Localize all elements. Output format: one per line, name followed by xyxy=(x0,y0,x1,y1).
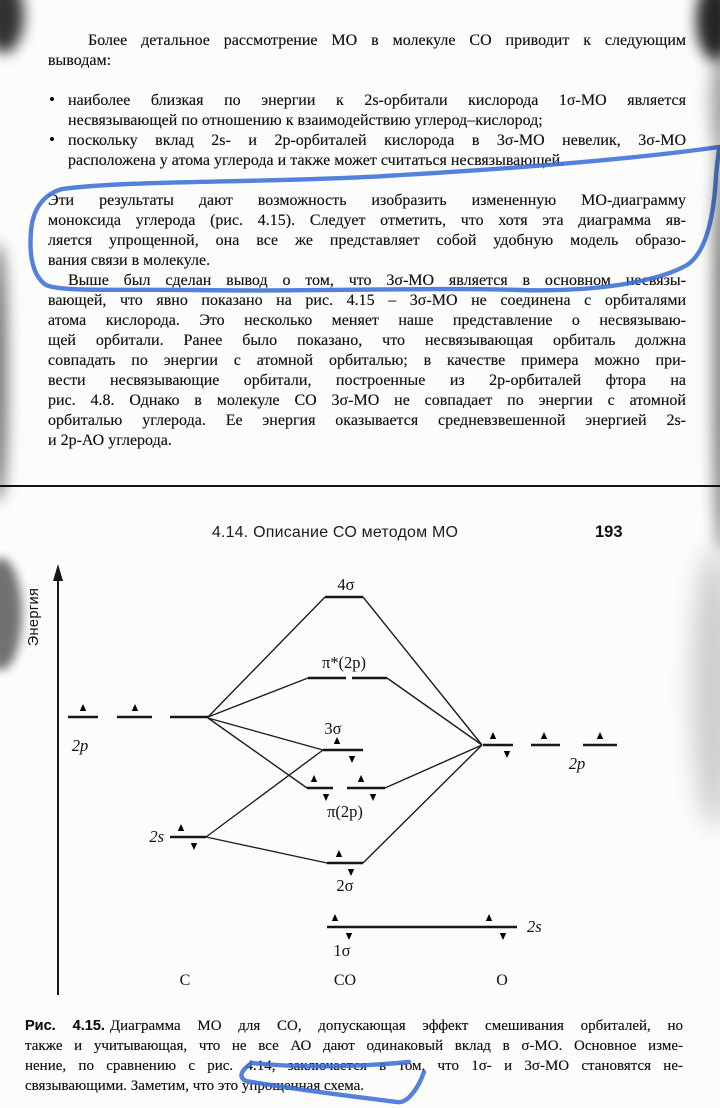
energy-axis-label: Энергия xyxy=(26,587,42,647)
text-line: несвязывающей по отношению к взаимодействию углерод–кислород; xyxy=(68,112,543,129)
text-line: совпадать по энергии с атомной орбиталью; в качестве примера можно при- xyxy=(48,352,686,369)
text-line: вести несвязывающие орбитали, построенные из 2p-орбиталей фтора на xyxy=(48,372,686,389)
label-pi: π(2p) xyxy=(327,802,363,821)
scan-shadow-right-edge xyxy=(714,150,720,550)
text-line: Выше был сделан вывод о том, что 3σ-МО является в основном несвязы- xyxy=(68,272,686,289)
bullet-line xyxy=(48,91,686,111)
column-label-co: CO xyxy=(333,972,357,989)
figure-number: Рис. 4.15. xyxy=(25,1018,105,1034)
text-line: ляется упрощенной, она все же представляет собой удобную модель образо- xyxy=(48,232,686,249)
label-c2s: 2s xyxy=(149,827,164,846)
figure-caption xyxy=(25,1016,683,1096)
page-number: 193 xyxy=(595,523,623,541)
bullet-icon: • xyxy=(49,90,55,109)
scan-shadow-page2-left xyxy=(0,558,22,670)
label-o2s: 2s xyxy=(527,917,542,936)
caption-line xyxy=(25,1016,683,1036)
text-line: расположена у атома углерода и также может считаться несвязывающей. xyxy=(68,152,565,169)
caption-text: Диаграмма МО для СО, допускающая эффект смешивания орбиталей, но xyxy=(109,1018,683,1034)
text-line: вающей, что явно показано на рис. 4.15 – 3σ-МО не соединена с орбиталями xyxy=(48,292,686,309)
label-o2p: 2p xyxy=(568,754,586,773)
running-header: 4.14. Описание СО методом МО xyxy=(211,524,459,541)
label-1sigma: 1σ xyxy=(333,941,351,960)
caption-line: также и учитывающая, что не все АО дают одинаковый вклад в σ-МО. Основное изме- xyxy=(25,1038,683,1054)
text-line: поскольку вклад 2s- и 2p-орбиталей кислорода в 3σ-МО невелик, 3σ-МО xyxy=(68,132,686,149)
scan-shadow-left-edge xyxy=(0,245,6,500)
text-line: щей орбитали. Ранее было показано, что несвязывающая орбиталь должна xyxy=(48,332,686,349)
page1-text-block xyxy=(48,31,686,451)
paragraph-gap xyxy=(48,171,686,191)
text-line: атома кислорода. Это несколько меняет наше представление о несвязываю- xyxy=(48,312,686,329)
caption-line: связывающими. Заметим, что это упрощенная схема. xyxy=(25,1078,365,1094)
text-line: Более детальное рассмотрение МО в молекуле СО приводит к следующим xyxy=(88,32,686,49)
scan-shadow-page2-right xyxy=(692,548,720,828)
text-line: наиболее близкая по энергии к 2s-орбитали кислорода 1σ-МО является xyxy=(68,92,686,109)
column-label-o: O xyxy=(496,972,508,989)
label-c2p: 2p xyxy=(71,736,89,755)
scan-shadow-top-right xyxy=(696,0,720,60)
label-pistar: π*(2p) xyxy=(321,653,367,672)
text-line: Эти результаты дают возможность изобразить измененную МО-диаграмму xyxy=(48,192,686,209)
scan-shadow-right-streak xyxy=(712,45,720,160)
text-line: орбиталью углерода. Ее энергия оказывается средневзвешенной энергией 2s- xyxy=(48,412,686,429)
electron-arrows xyxy=(80,704,603,940)
paragraph-gap xyxy=(48,71,686,91)
text-line: вания связи в молекуле. xyxy=(48,252,211,269)
column-label-c: C xyxy=(179,972,191,989)
text-line: рис. 4.8. Однако в молекуле СО 3σ-МО не совпадает по энергии с атомной xyxy=(48,392,686,409)
page-split-line xyxy=(0,485,720,487)
bullet-icon: • xyxy=(49,130,55,149)
bullet-line xyxy=(48,131,686,151)
text-line: выводам: xyxy=(48,52,112,69)
mo-diagram-figure xyxy=(20,555,680,1000)
scan-shadow-top-left xyxy=(0,0,24,53)
label-3sigma: 3σ xyxy=(324,719,342,738)
caption-line: нение, по сравнению с рис. 4.14, заключается в том, что 1σ- и 3σ-МО становятся не- xyxy=(25,1058,683,1074)
text-line: моноксида углерода (рис. 4.15). Следует отметить, что хотя эта диаграмма яв- xyxy=(48,212,686,229)
label-2sigma: 2σ xyxy=(336,876,354,895)
correlation-lines xyxy=(206,597,482,863)
text-line: и 2p-АО углерода. xyxy=(48,432,172,449)
label-4sigma: 4σ xyxy=(337,575,355,594)
energy-axis xyxy=(26,564,63,995)
